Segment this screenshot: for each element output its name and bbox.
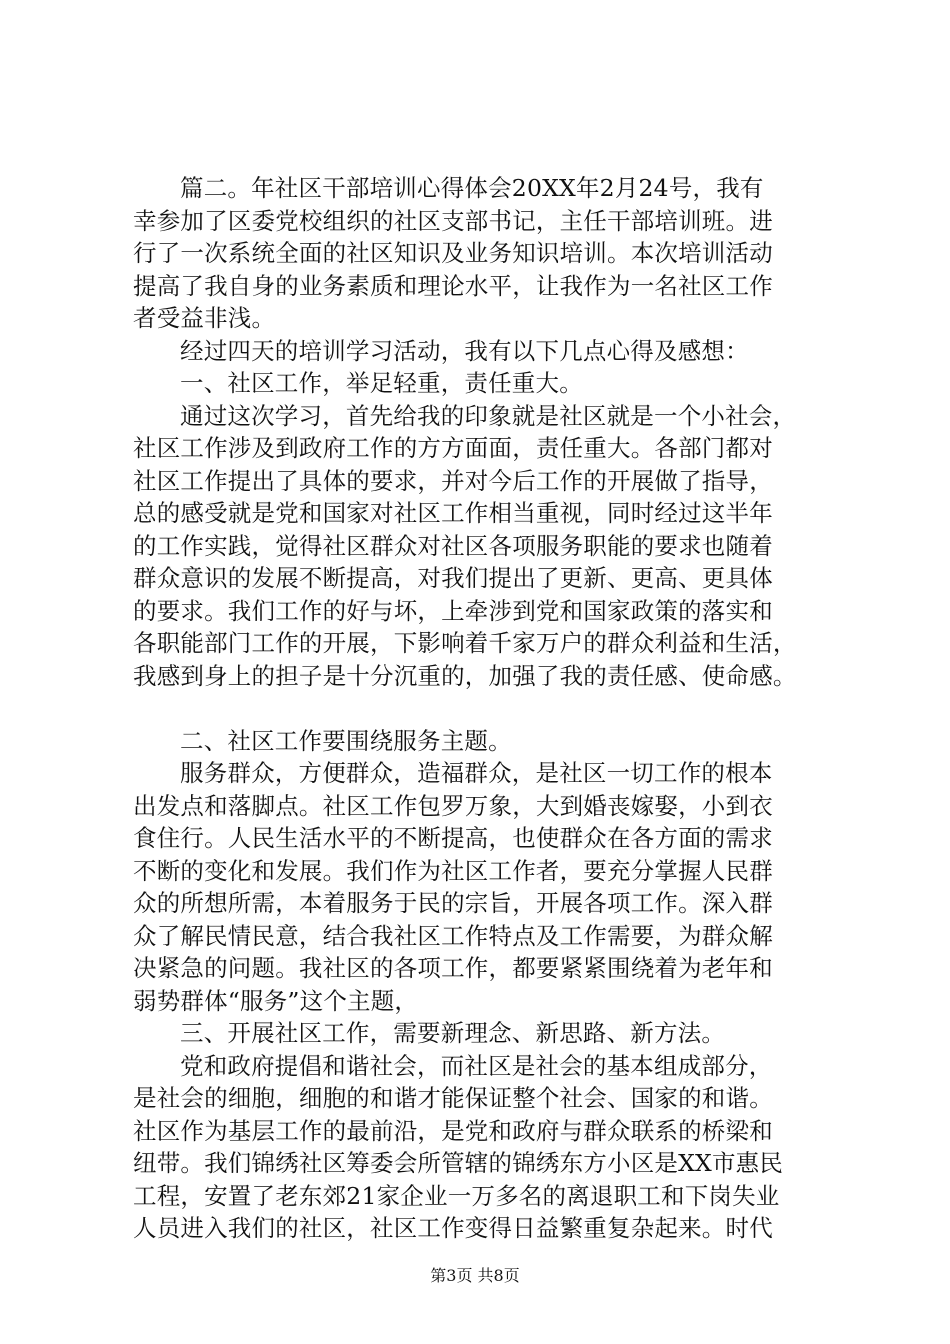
section-heading: 二、社区工作要围绕服务主题。 <box>180 726 512 755</box>
text-line: 服务群众，方便群众，造福群众，是社区一切工作的根本 <box>180 759 773 787</box>
text-line: 社区工作提出了具体的要求，并对今后工作的开展做了指导， <box>133 466 773 495</box>
text-line: 出发点和落脚点。社区工作包罗万象，大到婚丧嫁娶，小到衣 <box>133 791 773 820</box>
text-line: 纽带。我们锦绣社区筹委会所管辖的锦绣东方小区是XX市惠民 <box>133 1149 784 1177</box>
document-body <box>133 172 833 1245</box>
text-line: 社区工作涉及到政府工作的方方面面，责任重大。各部门都对 <box>133 434 773 462</box>
text-line: 幸参加了区委党校组织的社区支部书记，主任干部培训班。进 <box>133 206 773 235</box>
text-line: 提高了我自身的业务素质和理论水平，让我作为一名社区工作 <box>133 271 773 300</box>
section-heading: 三、开展社区工作，需要新理念、新思路、新方法。 <box>180 1019 726 1047</box>
text-line: 社区作为基层工作的最前沿，是党和政府与群众联系的桥梁和 <box>133 1116 773 1145</box>
text-line: 的工作实践，觉得社区群众对社区各项服务职能的要求也随着 <box>133 531 773 560</box>
text-line: 篇二。年社区干部培训心得体会20XX年2月24号，我有 <box>180 174 764 202</box>
text-line: 弱势群体“服务”这个主题， <box>133 986 419 1015</box>
section-heading: 一、社区工作，举足轻重，责任重大。 <box>180 369 583 397</box>
text-line: 行了一次系统全面的社区知识及业务知识培训。本次培训活动 <box>133 239 773 267</box>
blank-line <box>133 692 833 725</box>
text-line: 决紧急的问题。我社区的各项工作，都要紧紧围绕着为老年和 <box>133 954 773 982</box>
page-number-footer: 第3页 共8页 <box>430 1266 520 1285</box>
text-line: 工程，安置了老东郊21家企业一万多名的离退职工和下岗失业 <box>133 1181 780 1210</box>
text-line: 经过四天的培训学习活动，我有以下几点心得及感想： <box>180 336 749 365</box>
text-line: 是社会的细胞，细胞的和谐才能保证整个社会、国家的和谐。 <box>133 1084 773 1112</box>
text-line: 食住行。人民生活水平的不断提高，也使群众在各方面的需求 <box>133 824 773 852</box>
text-line: 总的感受就是党和国家对社区工作相当重视，同时经过这半年 <box>133 499 773 527</box>
text-line: 我感到身上的担子是十分沉重的，加强了我的责任感、使命感。 <box>133 661 797 690</box>
text-line: 群众意识的发展不断提高，对我们提出了更新、更高、更具体 <box>133 564 773 592</box>
text-line: 通过这次学习，首先给我的印象就是社区就是一个小社会， <box>180 401 797 430</box>
text-line: 各职能部门工作的开展，下影响着千家万户的群众利益和生活， <box>133 629 797 657</box>
text-line: 党和政府提倡和谐社会，而社区是社会的基本组成部分， <box>180 1051 773 1080</box>
text-line: 的要求。我们工作的好与坏，上牵涉到党和国家政策的落实和 <box>133 596 773 625</box>
text-line: 不断的变化和发展。我们作为社区工作者，要充分掌握人民群 <box>133 856 773 885</box>
text-line: 者受益非浅。 <box>133 304 276 332</box>
text-line: 人员进入我们的社区，社区工作变得日益繁重复杂起来。时代 <box>133 1214 773 1242</box>
text-line: 众的所想所需，本着服务于民的宗旨，开展各项工作。深入群 <box>133 889 773 917</box>
text-line: 众了解民情民意，结合我社区工作特点及工作需要，为群众解 <box>133 921 773 950</box>
